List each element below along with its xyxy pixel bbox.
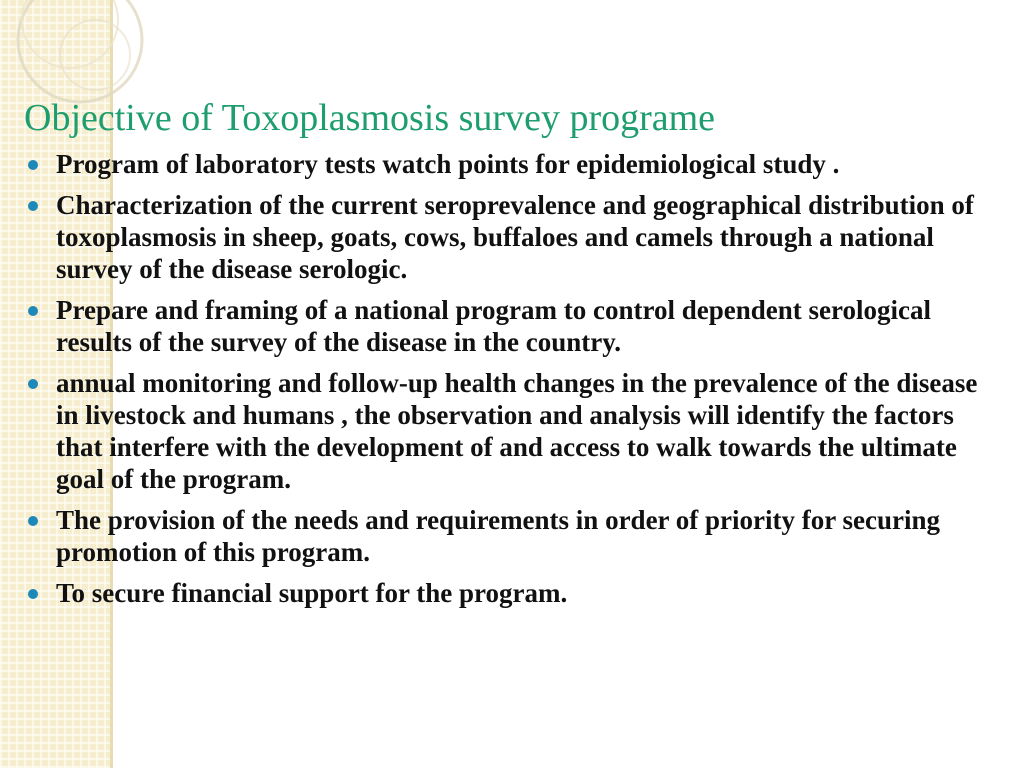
bullet-icon xyxy=(28,201,38,211)
bullet-text: To secure financial support for the program. xyxy=(56,578,568,608)
bullet-item xyxy=(24,504,1004,568)
bullet-text: annual monitoring and follow-up health changes in the prevalence of the disease in livestock and humans , the observation and analysis will identify the factors that interfere with the development of and access to walk towards the ultimate goal of the program. xyxy=(56,368,978,494)
bullet-icon xyxy=(28,516,38,526)
bullet-item xyxy=(24,367,1004,495)
bullet-text: The provision of the needs and requirements in order of priority for securing promotion of this program. xyxy=(56,505,940,567)
bullet-text: Prepare and framing of a national program to control dependent serological results of the survey of the disease in the country. xyxy=(56,295,931,357)
bullet-item xyxy=(24,148,1004,180)
bullet-icon xyxy=(28,589,38,599)
bullet-icon xyxy=(28,306,38,316)
bullet-item xyxy=(24,577,1004,609)
bullet-icon xyxy=(28,160,38,170)
bullet-item xyxy=(24,294,1004,358)
bullet-list xyxy=(24,148,1004,618)
bullet-item xyxy=(24,189,1004,285)
slide-title: Objective of Toxoplasmosis survey programe xyxy=(24,97,716,139)
bullet-text: Program of laboratory tests watch points for epidemiological study . xyxy=(56,149,840,179)
bullet-text: Characterization of the current seroprevalence and geographical distribution of toxoplasmosis in sheep, goats, cows, buffaloes and camels through a national survey of the disease serologic. xyxy=(56,190,974,284)
bullet-icon xyxy=(28,379,38,389)
